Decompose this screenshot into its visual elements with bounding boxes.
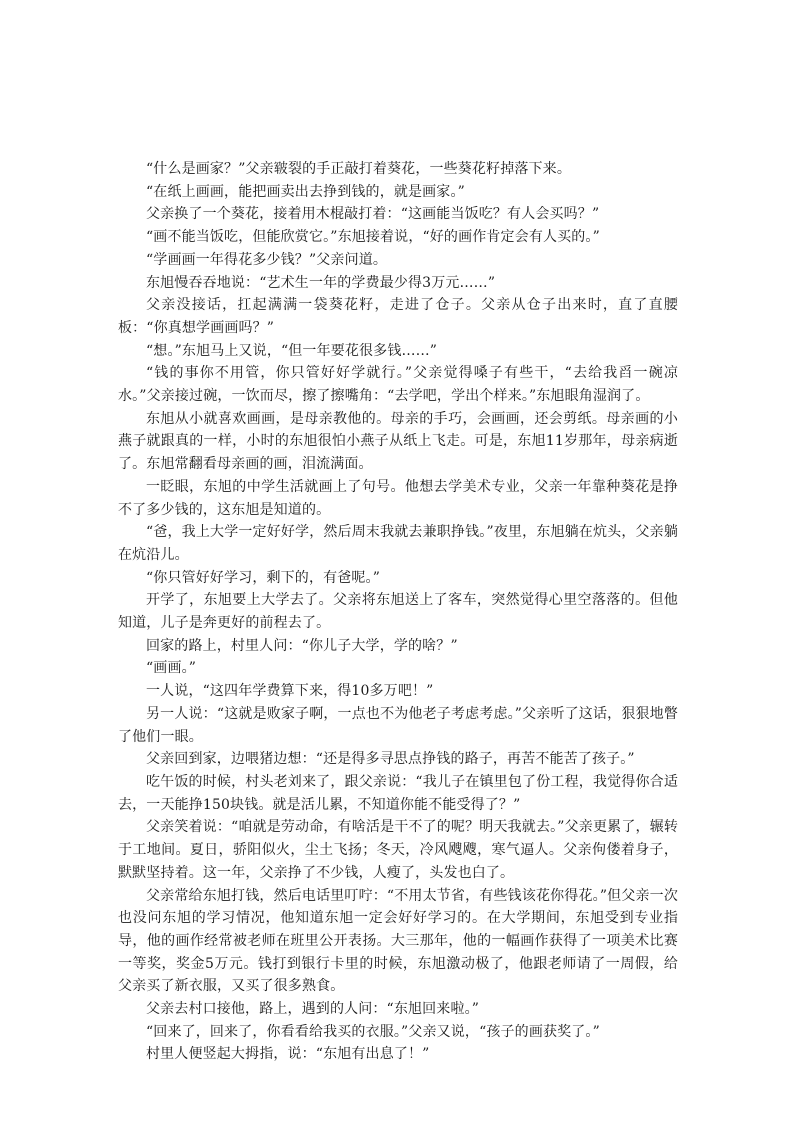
paragraph: 东旭从小就喜欢画画，是母亲教他的。母亲的手巧，会画画，还会剪纸。母亲画的小燕子就跟真的一样，小时的东旭很怕小燕子从纸上飞走。可是，东旭11岁那年，母亲病逝了。东旭常翻看母亲画的画，泪流满面。: [118, 410, 678, 473]
paragraph: 一眨眼，东旭的中学生活就画上了句号。他想去学美术专业，父亲一年靠种葵花是挣不了多少钱的，这东旭是知道的。: [118, 478, 678, 518]
paragraph: 回家的路上，村里人问：“你儿子大学，学的啥？”: [146, 637, 458, 654]
paragraph: 父亲没接话，扛起满满一袋葵花籽，走进了仓子。父亲从仓子出来时，直了直腰板：“你真想学画画吗？”: [118, 297, 678, 336]
paragraph: 东旭慢吞吞地说：“艺术生一年的学费最少得3万元……”: [146, 274, 496, 291]
paragraph: 父亲换了一个葵花，接着用木棍敲打着：“这画能当饭吃？有人会买吗？”: [146, 206, 600, 223]
story-body: [118, 158, 678, 1066]
paragraph: 开学了，东旭要上大学去了。父亲将东旭送上了客车，突然觉得心里空落落的。但他知道，儿子是奔更好的前程去了。: [118, 592, 678, 632]
paragraph: “画不能当饭吃，但能欣赏它。”东旭接着说，“好的画作肯定会有人买的。”: [146, 229, 600, 246]
paragraph: “爸，我上大学一定好好学，然后周末我就去兼职挣钱。”夜里，东旭躺在炕头，父亲躺在炕沿儿。: [118, 524, 678, 563]
paragraph: 父亲去村口接他，路上，遇到的人问：“东旭回来啦。”: [146, 1001, 480, 1018]
paragraph: 父亲常给东旭打钱，然后电话里叮咛：“不用太节省，有些钱该花你得花。”但父亲一次也没问东旭的学习情况，他知道东旭一定会好好学习的。在大学期间，东旭受到专业指导，他的画作经常被老师在班里公开表扬。大三那年，他的一幅画作获得了一项美术比赛一等奖，奖金5万元。钱打到银行卡里的时候，东旭激动极了，他跟老师请了一周假，给父亲买了新衣服，又买了很多熟食。: [118, 887, 678, 995]
paragraph: 村里人便竖起大拇指，说：“东旭有出息了！”: [146, 1046, 430, 1063]
paragraph: “想。”东旭马上又说，“但一年要花很多钱……”: [146, 342, 438, 359]
paragraph: “你只管好好学习，剩下的，有爸呢。”: [146, 569, 381, 586]
paragraph: “画画。”: [146, 660, 197, 677]
paragraph: “学画画一年得花多少钱？”父亲问道。: [146, 251, 388, 268]
paragraph: 一人说，“这四年学费算下来，得10多万吧！”: [146, 683, 434, 700]
paragraph: “钱的事你不用管，你只管好好学就行。”父亲觉得嗓子有些干，“去给我舀一碗凉水。”父亲接过碗，一饮而尽，擦了擦嘴角：“去学吧，学出个样来。”东旭眼角湿润了。: [118, 365, 678, 405]
paragraph: “回来了，回来了，你看看给我买的衣服。”父亲又说，“孩子的画获奖了。”: [146, 1023, 600, 1040]
paragraph: “什么是画家？”父亲皲裂的手正敲打着葵花，一些葵花籽掉落下来。: [146, 161, 571, 177]
paragraph: 另一人说：“这就是败家子啊，一点也不为他老子考虑考虑。”父亲听了这话，狠狠地瞥了他们一眼。: [118, 705, 678, 745]
paragraph: 父亲回到家，边喂猪边想：“还是得多寻思点挣钱的路子，再苦不能苦了孩子。”: [146, 751, 635, 768]
paragraph: 父亲笑着说：“咱就是劳动命，有啥活是干不了的呢？明天我就去。”父亲更累了，辗转于工地间。夏日，骄阳似火，尘土飞扬；冬天，冷风飕飕，寒气逼人。父亲佝偻着身子，默默坚持着。这一年，父亲挣了不少钱，人瘦了，头发也白了。: [118, 819, 678, 881]
paragraph: 吃午饭的时候，村头老刘来了，跟父亲说：“我儿子在镇里包了份工程，我觉得你合适去，一天能挣150块钱。就是活儿累，不知道你能不能受得了？”: [118, 773, 678, 813]
paragraph: “在纸上画画，能把画卖出去挣到钱的，就是画家。”: [146, 183, 465, 200]
